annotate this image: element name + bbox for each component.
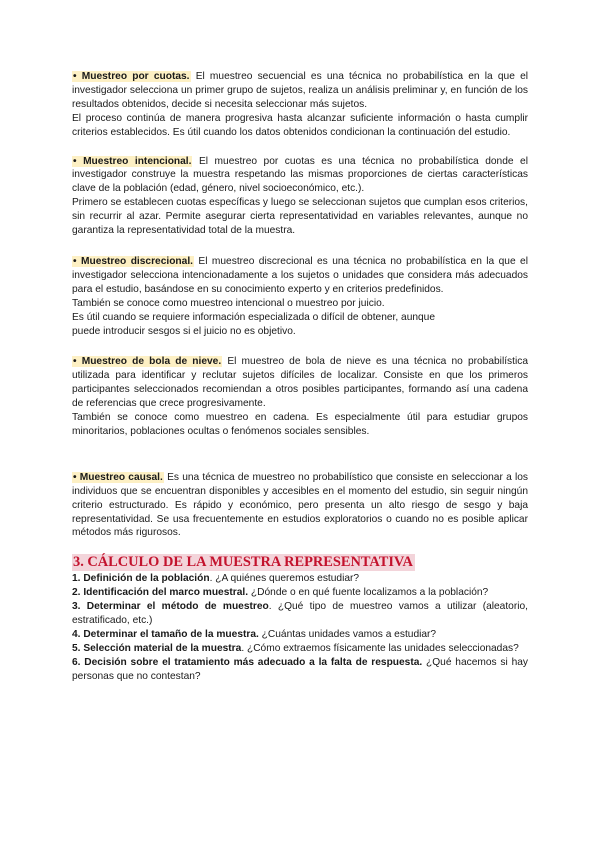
paragraph-text: El muestreo discrecional es una técnica no probabilística en la que el investigador selecciona intencionadamente a los sujetos o unidades que considera más adecuados para el estudio, basándose en su conocimiento experto y en criterios predefinidos. bbox=[72, 255, 528, 295]
list-item: 6. Decisión sobre el tratamiento más adecuado a la falta de respuesta. ¿Qué hacemos si hay personas que no contestan? bbox=[72, 656, 528, 682]
document-page bbox=[72, 70, 528, 684]
term-highlight: • Muestreo por cuotas. bbox=[73, 71, 190, 82]
section-heading: 3. CÁLCULO DE LA MUESTRA REPRESENTATIVA bbox=[73, 554, 413, 571]
paragraph-text: El muestreo secuencial es una técnica no probabilística en la que el investigador selecciona un primer grupo de sujetos, realiza un análisis preliminar y, en función de los resultados obtenidos, decide si necesita seleccionar más sujetos. bbox=[72, 71, 528, 110]
list-item: 1. Definición de la población. ¿A quiénes queremos estudiar? bbox=[72, 573, 360, 585]
term-highlight: • Muestreo de bola de nieve. bbox=[73, 356, 222, 368]
paragraph-text: Es una técnica de muestreo no probabilístico que consiste en seleccionar a los individuos que se encuentran disponibles y accesibles en el momento del estudio, sin seguir ningún criterio estructurado. Es rápido y económico, pero presenta un alto riesgo de sesgo y baja representatividad. Se usa frecuentemente en estudios exploratorios o cuando no es posible aplicar métodos más rigurosos. bbox=[72, 471, 528, 539]
paragraph-text: El muestreo por cuotas es una técnica no probabilística donde el investigador construye la muestra respetando las mismas proporciones de ciertas características clave de la población (edad, género, nivel socioeconómico, etc.). bbox=[72, 155, 528, 195]
term-highlight: • Muestreo discrecional. bbox=[73, 255, 193, 267]
section-muestreo-intencional bbox=[72, 155, 528, 238]
term-highlight: • Muestreo causal. bbox=[73, 471, 163, 483]
list-item: 5. Selección material de la muestra. ¿Cómo extraemos físicamente las unidades seleccionadas? bbox=[72, 642, 519, 654]
steps-list bbox=[72, 572, 528, 683]
paragraph-text: Primero se establecen cuotas específicas y luego se seleccionan sujetos que cumplan esos criterios, sin recurrir al azar. Permite asegurar cierta representatividad en variables relevantes, aunque no garantiza la representatividad total de la muestra. bbox=[72, 197, 528, 237]
paragraph-text: El proceso continúa de manera progresiva hasta alcanzar suficiente información o hasta cumplir criterios establecidos. Es útil cuando los datos obtenidos condicionan la continuación del estudio. bbox=[72, 112, 528, 138]
term-highlight: • Muestreo intencional. bbox=[73, 155, 192, 167]
paragraph-text: puede introducir sesgos si el juicio no es objetivo. bbox=[72, 325, 296, 337]
section-muestreo-causal bbox=[72, 471, 528, 541]
section-muestreo-por-cuotas bbox=[72, 70, 528, 140]
paragraph-text: También se conoce como muestreo intencional o muestreo por juicio. bbox=[72, 297, 385, 309]
paragraph-text: El muestreo de bola de nieve es una técnica no probabilística utilizada para identificar y reclutar sujetos difíciles de localizar. Consiste en que los primeros participantes seleccionados recomiendan a otros posibles participantes, formando así una cadena de referencias que crece progresivamente. bbox=[72, 356, 528, 410]
paragraph-text: Es útil cuando se requiere información especializada o difícil de obtener, aunque bbox=[72, 311, 436, 323]
section-muestreo-bola-de-nieve bbox=[72, 355, 528, 438]
list-item: 3. Determinar el método de muestreo. ¿Qué tipo de muestreo vamos a utilizar (aleatorio, estratificado, etc.) bbox=[72, 601, 528, 627]
section-heading-container bbox=[72, 553, 528, 572]
list-item: 2. Identificación del marco muestral. ¿Dónde o en qué fuente localizamos a la población? bbox=[72, 587, 489, 599]
section-muestreo-discrecional bbox=[72, 255, 528, 338]
paragraph-text: También se conoce como muestreo en cadena. Es especialmente útil para estudiar grupos minoritarios, poblaciones ocultas o fenómenos sociales sensibles. bbox=[72, 412, 528, 437]
list-item: 4. Determinar el tamaño de la muestra. ¿Cuántas unidades vamos a estudiar? bbox=[72, 629, 437, 640]
